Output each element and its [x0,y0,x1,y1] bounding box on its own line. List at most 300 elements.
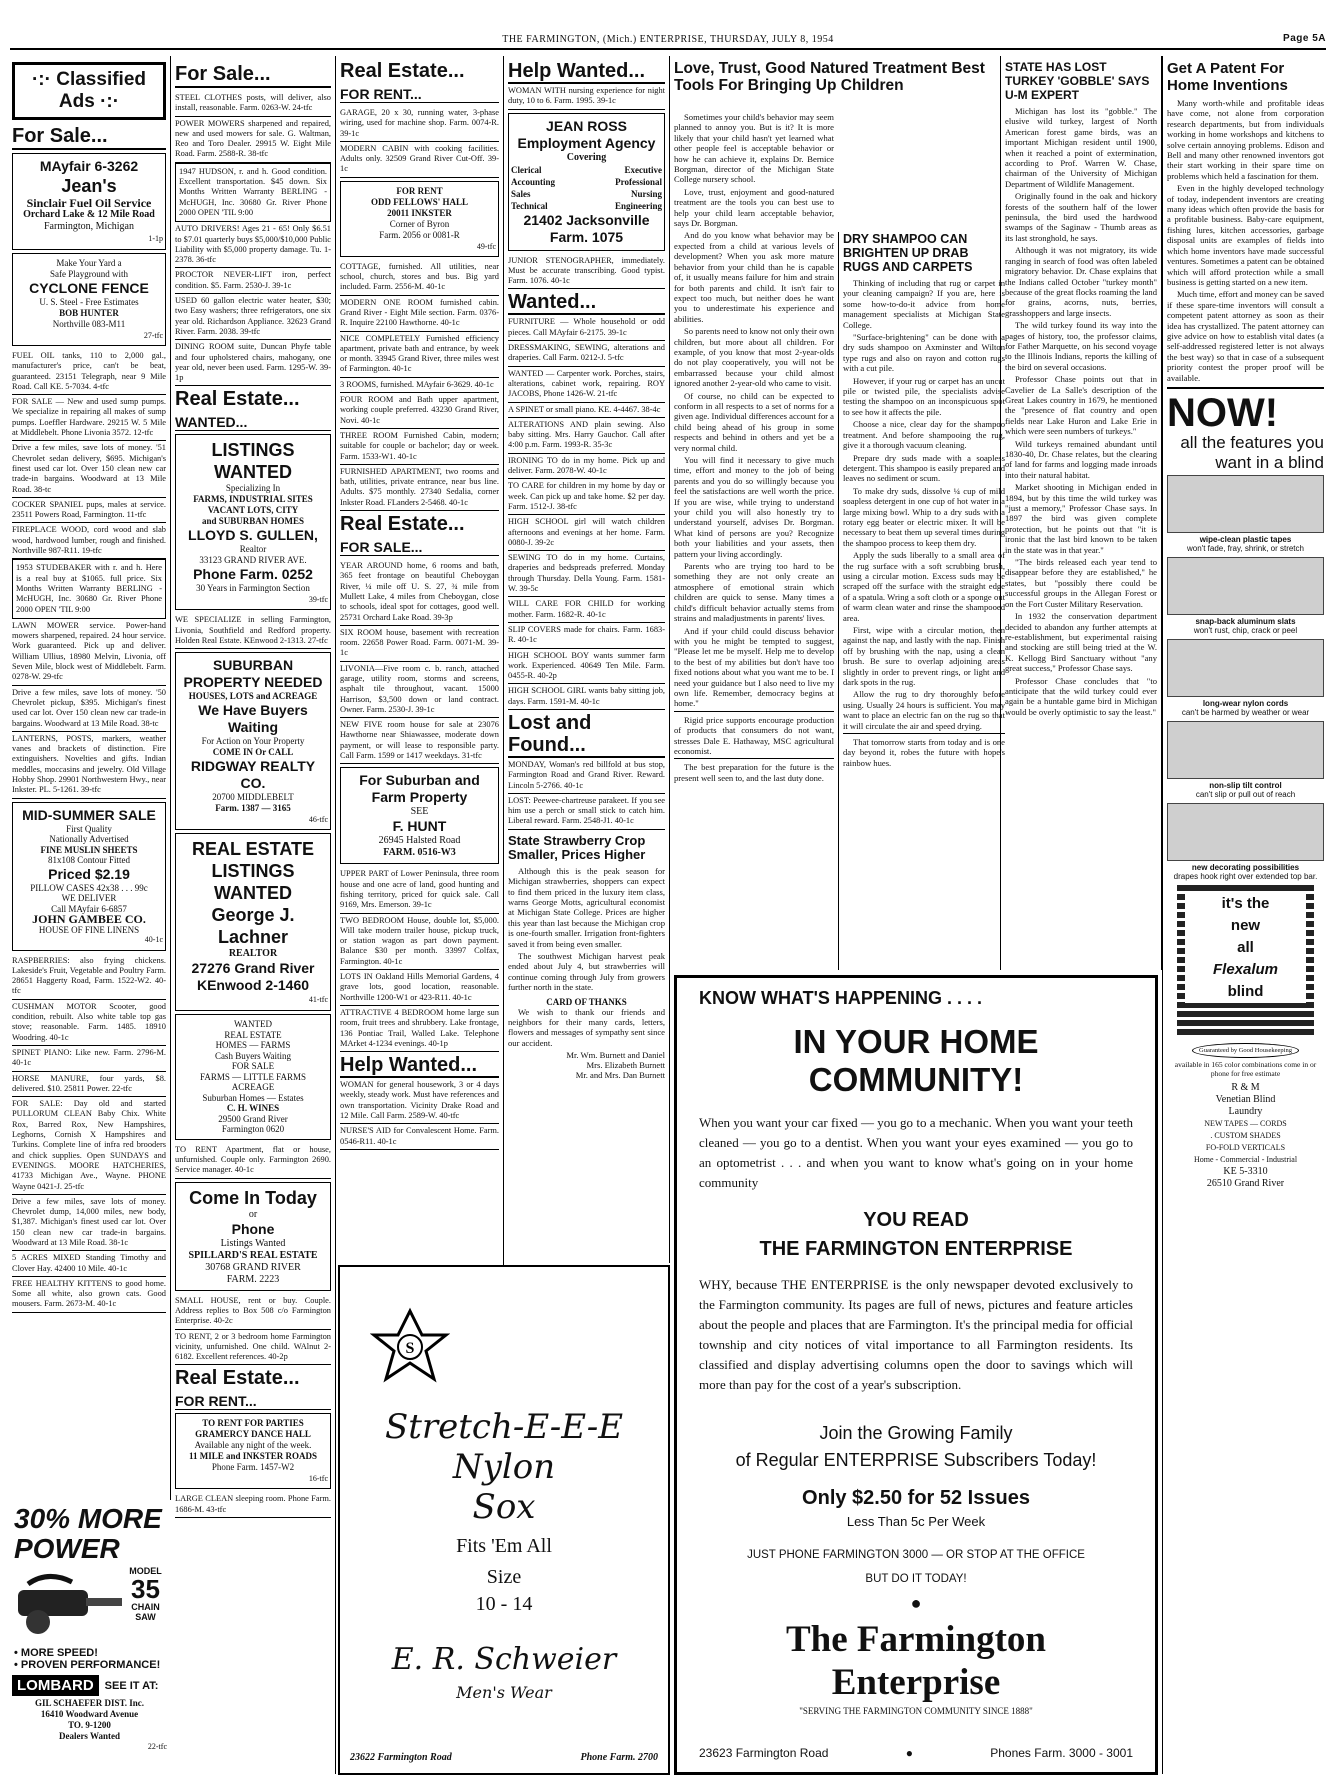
help-wanted-heading: Help Wanted... [508,60,665,84]
ad-gramercy-hall [175,1413,331,1489]
classified-ad: JUNIOR STENOGRAPHER, immediately. Must be accurate transcribing. Good typist. Farm. 1076. 40-1c [508,254,665,290]
hunt-l1: For Suburban and Farm Property [359,772,480,806]
thanks-name: Mr. Wm. Burnett and Daniel [566,1050,665,1061]
re-wanted-heading: Real Estate... [175,388,300,411]
lachner-l2: 27276 Grand River [191,960,315,977]
enterprise-join2: of Regular ENTERPRISE Subscribers Today! [735,1450,1097,1470]
schweier-phone: Phone Farm. 2700 [580,1752,658,1763]
turkey-paragraph: "The birds released each year tend to disappear before they are established," he states, but "possibly there could be successful groups in the Allegan Forest or on the Fort Custer Military Reservation. [1005,557,1157,609]
lost-found-heading: Lost and Found... [508,712,665,758]
caption-sub: can't be harmed by weather or wear [1181,707,1310,717]
blind-slat-illustration [1167,557,1324,615]
midsummer-l3: FINE MUSLIN SHEETS [40,844,138,855]
spillard-l2: Phone [231,1220,275,1237]
wanted-heading: Wanted... [508,291,665,315]
enterprise-addr: 23623 Farmington Road [699,1746,829,1760]
ad-jeans-sinclair [12,153,166,250]
maltese-cross-emblem-icon [370,1307,450,1387]
blind-words [1185,893,1306,1003]
classified-ad: LARGE CLEAN sleeping room. Phone Farm. 1686-M. 43-tfc [175,1492,331,1518]
lachner-title: REAL ESTATE LISTINGS WANTED [191,839,314,904]
dry-shampoo-paragraph: Apply the suds liberally to a small area of the rug surface with a soft scrubbing brush, using a circular motion. Excess suds may be scraped off the surface with the straight edge of a spatula. Wring a soft cloth or a sponge out of warm clean water and rinse the shampooed area. [843,550,1005,623]
jeans-name: Jean's [61,176,117,196]
midsummer-price: Priced $2.19 [48,865,130,882]
classified-ad: FURNITURE — Whole household or odd pieces. Call MAyfair 6-2175. 39-1c [508,315,665,341]
classified-ad: USED 60 gallon electric water heater, $30; two Easy washers; three refrigerators, one six year old. Richardson Appliance. 32623 Grand River. Farm. 2038. 39-tfc [175,294,331,340]
classified-ad: ALTERATIONS AND plain sewing. Also baby sitting. Mrs. Harry Gauchor. Call after 4:00 p.m. Farm. 1993-R. 35-3c [508,418,665,454]
classified-ad: LOTS IN Oakland Hills Memorial Gardens, 4 grave lots, good location, reasonable. Northville 1200-W1 or 423-R11. 40-1c [340,970,499,1006]
rigid-price-note: Rigid price supports encourage production of products that consumers do not want, stresses Dale E. Hathaway, MSC agricultural economist. [674,711,834,757]
ross-field: Nursing [630,188,662,199]
lombard-see: SEE IT AT: [104,1679,159,1692]
classified-ad: PROCTOR NEVER-LIFT iron, perfect condition. $5. Farm. 2530-J. 39-1c [175,268,331,294]
enterprise-name: The Farmington Enterprise [785,1619,1047,1703]
wines-l3: HOMES — FARMS [215,1040,291,1051]
wines-l10: Farmington 0620 [221,1124,285,1135]
schweier-line2: Nylon [452,1447,556,1487]
ridgway-l6: Farm. 1387 — 3165 [215,803,291,814]
strawberry-paragraph: Although this is the peak season for Michigan strawberries, shoppers can expect to find them priced in the luxury item class, warns George Motts, agricultural economist at Michigan State College. Prices are higher this year than last because the Michigan crop is one-fourth smaller. Irrigation front-fighters saved it from being even smaller. [508,865,665,949]
flexalum-blind-graphic [1177,885,1314,1035]
rm-l3: NEW TAPES — CORDS [1204,1118,1287,1128]
children-paragraph: You will find it necessary to give much time, effort and money to the job of being parents and you do so willingly because you feel the satisfactions are well worth the price. If you are wise, while trying to understand your child you will also honestly try to understand yourself, advises Dr. Borgman. What kind of persons are you? Recognize both your liabilities and your assets, then pattern your living accordingly. [674,455,834,559]
oddfellows-l3: 20011 INKSTER [387,207,452,218]
ross-field: Technical [511,200,548,211]
classified-ad: FIREPLACE WOOD, cord wood and slab wood, hardwood lumber, rough and finished. Northville 987-R11. 19-tfc [12,523,166,559]
lachner-l1: REALTOR [228,948,278,960]
midsummer-l5: PILLOW CASES 42x38 . . . 99c [30,882,148,893]
jeans-phone: MAyfair 6-3262 [39,158,139,174]
caption-sub: drapes hook right over extended top bar. [1173,871,1318,881]
classified-ad: 1947 HUDSON, r. and h. Good condition. Excellent transportation. $45 down. Six Months Written Warranty BERLING - McHUGH, Inc. 30680 Gr. River Phone 2000 OPEN 'TIL 9:00 [175,163,331,222]
blind-caption [1167,863,1324,881]
classified-ad: SLIP COVERS made for chairs. Farm. 1683-R. 40-1c [508,623,665,649]
ad-spillard [175,1182,331,1291]
strawberry-headline: State Strawberry Crop Smaller, Prices Higher [508,832,646,862]
lombard-model: MODEL [129,1566,162,1576]
rm-name: R & M [1231,1081,1260,1093]
turkey-paragraph: Originally found in the oak and hickory forests of the southern half of the lower peninsula, the bird used the hardwood swamps of the Saginaw - Thumb areas as its last stronghold, he says. [1005,191,1157,243]
dry-shampoo-paragraph: Thinking of including that rug or carpet in your cleaning campaign? If you are, here is some how-to-do-it advice from home management specialists at Michigan State College. [843,278,1005,330]
midsummer-title: MID-SUMMER SALE [22,806,156,823]
classified-ad: HORSE MANURE, four yards, $8. delivered. $10. 25811 Power. 22-tfc [12,1072,166,1098]
ad-schweier-nylon-sox [338,1265,670,1775]
cyclone-line3: U. S. Steel - Free Estimates [39,297,139,307]
lombard-brand-row [12,1675,171,1696]
strawberry-paragraph: The southwest Michigan harvest peak ended about July 4, but strawberries will continue coming through July from growers further north in the state. [508,951,665,993]
column-dry-shampoo [838,232,1005,970]
classified-ad: TWO BEDROOM House, double lot, $5,000. Will take modern trailer house, pickup truck, or station wagon as part down payment. Balance $30 per month. 33997 Colfax, Farmington. 40-1c [340,914,499,970]
ridgway-l2: We Have Buyers Waiting [198,702,308,736]
now-row [1167,390,1324,435]
blind-caption [1167,535,1324,553]
classified-ad: ATTRACTIVE 4 BEDROOM home large sun room, fruit trees and shrubbery. Lake frontage, 136 Pontiac Trail, Walled Lake. Telephone MArket 4-1234 evenings. 40-1p [340,1006,499,1052]
enterprise-phone: JUST PHONE FARMINGTON 3000 — OR STOP AT THE OFFICE [747,1549,1085,1561]
classified-ad: THREE ROOM Furnished Cabin, modern; suitable for couple or bachelor; day or week. Farm. 1533-W1. 40-1c [340,429,499,465]
hunt-l4: FARM. 0516-W3 [383,847,456,859]
classified-ad: FOR SALE: Day old and started PULLORUM CLEAN Baby Chix. White Rox, Barred Rox, New Hampshires, Leghorns, Cornish X Hampshires and Turkins. Complete line of infra red brooders and chick supplies. Open SUNDAYS and EVENINGS. MOORE HATCHERIES, 41733 Michigan Ave., Wayne. PHONE Wayne 0421-J. 25-tfc [12,1097,166,1195]
blind-decor-illustration [1167,803,1324,861]
wines-l2: REAL ESTATE [224,1029,282,1040]
ad-jean-ross-agency [508,113,665,251]
children-paragraph: Of course, no child can be expected to conform in all respects to a set of norms for a given age. Individual differences account for a child being ahead of his group in some respects and behind in others and yet be a very normal child. [674,390,834,453]
for-sale-heading-2: For Sale... [175,62,331,88]
schweier-line3: Sox [472,1487,536,1527]
enterprise-footer [699,1746,1133,1760]
ridgway-title: SUBURBAN PROPERTY NEEDED [183,657,323,691]
enterprise-slogan: "SERVING THE FARMINGTON COMMUNITY SINCE 1888" [799,1706,1033,1716]
blind-word: new [1230,916,1261,934]
caption-title: snap-back aluminum slats [1195,616,1296,626]
cyclone-name: CYCLONE FENCE [29,280,149,296]
ross-field: Executive [624,164,662,175]
ross-fields-left [511,164,555,212]
grange-l5: Phone Farm. 1457-W2 [211,1462,295,1473]
turkey-paragraph: The wild turkey found its way into the pages of history, too, the professor claims, for Father Marquette, on his second voyage to the Illinois Indians, reports the killing of the bird on several occasions. [1005,320,1157,372]
jeans-city: Farmington, Michigan [44,221,134,232]
ad-hunt [340,767,499,864]
blind-word: all [1237,938,1254,956]
rm-l5: FO-FOLD VERTICALS [1205,1142,1286,1152]
schweier-line6: 10 - 14 [475,1593,533,1615]
help-wanted-heading-3: Help Wanted... [340,1054,499,1078]
rm-l6: Home - Commercial - Industrial [1193,1154,1298,1164]
midsummer-l2: Nationally Advertised [49,834,129,845]
now-rest: all the features you want in a blind [1180,432,1324,472]
oddfellows-tag: 49-tfc [476,241,496,251]
blind-tilt-illustration [1167,721,1324,779]
blind-caption [1167,617,1324,635]
classified-ad: Drive a few miles, save lots of money. '50 Chevrolet pickup, $395. Michigan's finest used car lot. Over 150 clean new car trade-in bargains. Woodward at 13 Mile Road. 38-tc [12,686,166,732]
dry-shampoo-paragraph: To make dry suds, dissolve ¼ cup of mild soapless detergent in one cup of hot water in a large mixing bowl. Whip to a dry suds with a rotary egg beater or electric mixer. It will be necessary to beat them up several times during the shampoo process to keep them dry. [843,485,1005,548]
turkey-paragraph: In 1932 the conservation department decided to abandon any further attempts at re-establishment, but experimental raising and stocking are still being tried at the W. K. Kellogg Bird Sanctuary without "any great success," Professor Chase says. [1005,611,1157,674]
thanks-name: Mr. and Mrs. Dan Burnett [575,1070,665,1081]
ad-ridgway [175,652,331,830]
cyclone-line5: Northville 083-M11 [52,319,126,329]
re-rent-sub-2: FOR RENT... [175,1393,331,1410]
spillard-title: Come In Today [189,1187,317,1208]
blind-word: Flexalum [1212,960,1279,978]
dry-shampoo-paragraph: However, if your rug or carpet has an uncut pile or twisted pile, the specialists advise testing the shampoo on an inconspicuous spot to see how it affects the pile. [843,375,1005,417]
children-paragraph: Sometimes your child's behavior may seem planned to annoy you. But is it? It is more likely that your child hasn't yet learned what other people feel is acceptable behavior or how he can achieve it, explains Dr. Bernice Borgman, director of the Michigan State College nursery school. [674,112,834,185]
ross-phone: Farm. 1075 [549,228,624,245]
thanks-name: Mrs. Elizabeth Burnett [586,1060,665,1071]
column-turkey-article [1000,56,1162,970]
classified-ad: WOMAN WITH nursing experience for night duty, 10 to 6. Farm. 1995. 39-1c [508,84,665,110]
spillard-l4: 30768 GRAND RIVER [205,1261,301,1273]
cyclone-tag: 27-tfc [143,331,163,340]
gullen-l7: 30 Years in Farmington Section [196,583,310,594]
wines-l5: FOR SALE [231,1061,275,1072]
classified-ad: DINING ROOM suite, Duncan Phyfe table and four upholstered chairs, mahogany, one year old, never been used. Farm. 1295-W. 39-1p [175,340,331,386]
children-headline: Love, Trust, Good Natured Treatment Best Tools For Bringing Up Children [674,60,985,94]
dry-shampoo-paragraph: Allow the rug to dry thoroughly before using. Usually 24 hours is sufficient. You may want to place an electric fan on the rug so that it will circulate the air and speed drying. [843,689,1005,731]
wines-name: C. H. WINES [226,1103,280,1114]
spillard-l5: FARM. 2223 [226,1273,280,1285]
grange-l2: GRAMERCY DANCE HALL [195,1429,311,1440]
ross-addr: 21402 Jacksonville [523,211,650,228]
column-classified-4 [504,56,670,1263]
wines-l9: 29500 Grand River [218,1113,288,1124]
grange-tag: 16-tfc [308,1474,328,1484]
classified-ad: FOUR ROOM and Bath upper apartment, working couple preferred. 43230 Grand River, Novi. 40-1c [340,393,499,429]
gullen-title: LISTINGS WANTED [211,440,295,483]
dry-shampoo-paragraph: Choose a nice, clear day for the shampoo treatment. And before shampooing the rug, give it a thorough vacuum cleaning. [843,419,1005,451]
for-sale-heading: For Sale... [12,124,166,150]
lachner-name: George J. Lachner [211,905,295,948]
classified-ad: RASPBERRIES: also frying chickens. Lakeside's Fruit, Vegetable and Poultry Farm. 28651 Haggerty Road, Farm. 1522-W2. 40-tfc [12,954,166,1000]
blind-word: blind [1227,982,1264,1000]
classified-ad: GARAGE, 20 x 30, running water, 3-phase wiring, used for machine shop. Farm. 0074-R. 39-1c [340,106,499,142]
ross-cov: Covering [566,151,607,163]
enterprise-p1: When you want your car fixed — you go to a mechanic. When you want your teeth cleaned — you go to a dentist. When you want your eyes examined — you go to an optometrist . . . and when you want to know what's going on in your home community [699,1115,1133,1190]
lombard-proven: • PROVEN PERFORMANCE! [14,1659,161,1671]
ad-odd-fellows-hall [340,181,499,257]
now-word: NOW! [1167,390,1279,435]
rm-laundry-ad [1167,1082,1324,1190]
masthead [10,32,1326,50]
card-of-thanks-names [508,1050,665,1080]
midsummer-l7: Call MAyfair 6-6857 [51,903,127,914]
jeans-sub: Sinclair Fuel Oil Service [26,196,152,210]
spillard-name: SPILLARD'S REAL ESTATE [188,1249,318,1261]
wines-l8: Suburban Homes — Estates [202,1092,304,1103]
lombard-dist: GIL SCHAEFER DIST. Inc. [34,1698,145,1708]
ross-field: Sales [511,188,531,199]
classified-ad: COCKER SPANIEL pups, males at service. 23511 Powers Road, Farmington. 11-tfc [12,498,166,524]
ross-field: Accounting [511,176,556,187]
ad-lachner [175,833,331,1011]
caption-title: non-slip tilt control [1209,780,1282,790]
classified-ad: YEAR AROUND home, 6 rooms and bath, 365 feet frontage on beautiful Cheboygan River, ¼ mile off U. S. 27, ¾ mile from Mullett Lake, 4 miles from Cheboygan, close to schools, ideal spot for cottages, good well. 25731 Orchard Lake Road. 39-3p [340,559,499,626]
re-sale-heading: Real Estate... [340,513,465,536]
turkey-headline: STATE HAS LOST TURKEY 'GOBBLE' SAYS U-M EXPERT [1005,60,1150,102]
classified-ad: LIVONIA—Five room c. b. ranch, attached garage, utility room, storms and screens, asphalt tile throughout, vacant. 15000 Harrison, $3,500 down or land contract. Owner. Farm. 2530-J. 39-1c [340,662,499,718]
blind-cord-illustration [1167,639,1324,697]
classified-ad: POWER MOWERS sharpened and repaired, new and used mowers for sale. G. Waltman, Reo and Toro Dealer. 29915 W. Eight Mile Road. Farm. 2588-R. 38-tfc [175,117,331,163]
enterprise-h4: THE FARMINGTON ENTERPRISE [759,1238,1073,1260]
ridgway-l1: HOUSES, LOTS and ACREAGE [188,691,318,702]
ridgway-l5: 20700 MIDDLEBELT [212,792,294,803]
ross-field: Clerical [511,164,542,175]
ridgway-l4: COME IN Or CALL [212,747,294,758]
gullen-l2: FARMS, INDUSTRIAL SITES [193,494,313,505]
grange-l4: 11 MILE and INKSTER ROADS [188,1451,318,1462]
ad-gullen [175,434,331,610]
jeans-tag: 1-1p [148,234,163,243]
gullen-l6: 33123 GRAND RIVER AVE. [199,555,307,566]
turkey-paragraph: Wild turkeys remained abundant until 1830-40, Dr. Chase relates, but the clearing of land for farms and logging made inroads into their natural habitat. [1005,438,1157,480]
lombard-to: TO. 9-1200 [68,1720,111,1730]
grange-l1: TO RENT FOR PARTIES [202,1418,304,1429]
cyclone-line1: Make Your Yard a [56,258,122,268]
blind-tape-illustration [1167,475,1324,533]
gullen-l5: Realtor [239,544,267,555]
classified-ad: SMALL HOUSE, rent or buy. Couple. Address replies to Box 508 c/o Farmington Enterprise. 40-2c [175,1294,331,1330]
schweier-line5: Size [486,1566,522,1588]
classified-ad: WILL CARE FOR CHILD for working mother. Farm. 1682-R. 40-1c [508,597,665,623]
bullet-dot-icon: ● [910,1593,922,1613]
schweier-sub: Men's Wear [456,1683,552,1702]
turkey-paragraph: Professor Chase points out that in Cavelier de La Salle's description of the Great Lakes country in 1679, he mentioned the "presence of flat country and open fields near Lake Huron and Lake Erie in which were seen numbers of turkeys." [1005,374,1157,437]
classified-ad: WOMAN for general housework, 3 or 4 days weekly, steady work. Must have references and own transportation. Vicinity Drake Road and 12 Mile. Call Farm. 2589-W. 40-tfc [340,1078,499,1124]
masthead-title: THE FARMINGTON, (Mich.) ENTERPRISE, THURSDAY, JULY 8, 1954 [502,34,834,45]
guarantee-text: Guaranteed by Good Housekeeping [1192,1043,1299,1058]
gullen-l4: and SUBURBAN HOMES [201,516,305,527]
classified-ad: FOR SALE — New and used sump pumps. We specialize in repairing all makes of sump pumps. Loeffler Hardware. 29215 W. 5 Mile at Middlebelt. Phone Livonia 3572. 12-tfc [12,395,166,441]
turkey-paragraph: Although it was not migratory, its wide ranging in search of food was often labeled migratory behavior. Dr. Chase explains that the Indians called October "turkey month" because of the great flocks roaming the land for grains, acorns, nuts, berries, grasshoppers and large insects. [1005,245,1158,318]
ad-wines [175,1014,331,1140]
hunt-l3: 26945 Halsted Road [378,835,461,847]
cyclone-line2: Safe Playground with [50,269,128,279]
midsummer-l6: WE DELIVER [61,893,117,904]
enterprise-less: Less Than 5c Per Week [846,1514,986,1529]
classified-ad: WE SPECIALIZE in selling Farmington, Livonia, Southfield and Redford property. Holden Real Estate. KEnwood 2-1313. 27-tfc [175,613,331,649]
classified-ad: COTTAGE, furnished. All utilities, near school, church, stores and bus. Big yard included. Farm. 2556-M. 40-1c [340,260,499,296]
patent-headline: Get A Patent For Home Inventions [1167,60,1288,94]
lombard-dealers: Dealers Wanted [58,1731,121,1741]
lachner-l3: KEnwood 2-1460 [196,977,310,994]
patent-paragraph: Even in the highly developed technology of today, independent inventors are creating many ideas which often provide the basis for a profitable business. Baby-care equipment, fishing lures, kitchen accessories, garbage disposal units are examples of fields into which home inventors have made successful ventures. Sometimes a patent can be obtained which will afford protection while a small business is getting started on a new item. [1167,183,1324,287]
classified-ad: 3 ROOMS, furnished. MAyfair 6-3629. 40-1c [340,378,499,393]
classified-ad: SPINET PIANO: Like new. Farm. 2796-M. 40-1c [12,1046,166,1072]
ridgway-name: RIDGWAY REALTY CO. [190,758,316,792]
re-rent-sub: FOR RENT... [340,86,499,103]
gullen-l1: Specializing In [225,483,281,494]
children-article-body [674,112,834,970]
gullen-name: LLOYD S. GULLEN, [188,527,318,544]
schweier-addr: 23622 Farmington Road [350,1752,452,1763]
lombard-power: 30% MORE POWER [14,1503,162,1564]
classified-ad: LANTERNS, POSTS, markers, weather vanes and brackets of distinction. Fire extinguishers. Novelties and gifts. Indian meddles, moccasins and jewelry. Old Village Hobby Shop. 29901 Northwestern Hwy., near Inkster. PL. 5-1261. 39-tfc [12,732,166,799]
gullen-l3: VACANT LOTS, CITY [207,505,299,516]
classified-ad: HIGH SCHOOL girl will watch children afternoons and evenings at her home. Farm. 0080-J. 39-2c [508,515,665,551]
classified-ad: UPPER PART of Lower Peninsula, three room house and one acre of land, good hunting and fishing territory, priced for quick sale. Call 9169, Mrs. Emerson. 39-1c [340,867,499,913]
classified-ad: TO RENT, 2 or 3 bedroom home Farmington vicinity, unfurnished. One child. WAlnut 2-6182. Excellent references. 40-2p [175,1330,331,1366]
schweier-footer [350,1752,658,1763]
classified-ad: 5 ACRES MIXED Standing Timothy and Clover Hay. 42400 10 Mile. 40-1c [12,1251,166,1277]
midsummer-l8: HOUSE OF FINE LINENS [38,924,140,935]
classified-ad: FREE HEALTHY KITTENS to good home. Some all white, also grown cats. Good mousers. Farm. 2673-M. 40-1c [12,1277,166,1313]
card-of-thanks-text: We wish to thank our friends and neighbors for their many cards, letters, flowers and messages of sympathy sent since our accident. [508,1006,665,1048]
classified-ad: AUTO DRIVERS! Ages 21 - 65! Only $6.51 to $7.01 quarterly buys $5,000/$10,000 Public Liability with $5,000 property damage. Tu. 1-2378. 36-tfc [175,222,331,268]
ridgway-tag: 46-tfc [308,815,328,825]
children-paragraph: Love, trust, enjoyment and good-natured treatment are the tools you can best use to help your child learn acceptable behavior, says Dr. Borgman. [674,186,834,229]
enterprise-price: Only $2.50 for 52 Issues [802,1487,1030,1509]
children-paragraph: So parents need to know not only their own children, but more about all children. For example, of you know that most 2-year-olds do not play cooperatively, you will not be embarrassed because your child almost ignored another 2-year-old who came to visit. [674,326,834,389]
children-paragraph: And if your child could discuss behavior with you he might be tempted to suggest, "Please let me be myself. Help me to develop to the best of my abilities but don't have too fixed notions about what you want me to be. I need your guidance but I also need to live my own life. Remember, democracy begins at home." [674,625,834,709]
ad-midsummer-sale [12,802,166,951]
rm-addr: 26510 Grand River [1206,1177,1285,1189]
classified-ad: Drive a few miles, save lots of money. Chevrolet dump, 14,000 miles, new body, $1,387. Michigan's finest used car lot. Over 150 clean new car trade-in bargains. Woodward at 13 Mile Road. 38-1c [12,1195,166,1251]
blind-caption [1167,699,1324,717]
lachner-tag: 41-tfc [308,995,328,1005]
classified-ad: LAWN MOWER service. Power-hand mowers sharpened, repaired. 24 hour service. Work guaranteed. Pick up and deliver. William Ullius, 18980 Melvin, Livonia, off Seven Mile, block west of Middlebelt. Farm. 0278-W. 29-tfc [12,619,166,686]
re-rent-heading-2: Real Estate... [175,1367,300,1390]
enterprise-h2: IN YOUR HOME COMMUNITY! [793,1023,1039,1098]
re-wanted-sub: WANTED... [175,414,331,431]
hunt-name: F. HUNT [392,818,447,835]
rm-phone: KE 5-3310 [1223,1165,1268,1177]
jeans-addr: Orchard Lake & 12 Mile Road [23,209,155,220]
column-patent-article [1162,56,1328,1774]
enterprise-p2: WHY, because THE ENTERPRISE is the only newspaper devoted exclusively to the Farmington community. Its pages are full of news, pictures and feature articles about the people and places that are Farmington. It's the principal media for official township and city notices of vital importance to all Farmington residents. Its classified and display advertising columns open the door to savings which will more than pay for the cost of a year's subscription. [699,1277,1133,1392]
ross-fields-right [615,164,662,212]
classified-ad: 1953 STUDEBAKER with r. and h. Here is a real buy at $1065. full price. Six Months Written Warranty BERLING - McHUGH, Inc. 30680 Gr. River Phone 2000 OPEN 'TIL 9:00 [12,559,166,618]
dry-shampoo-headline: DRY SHAMPOO CAN BRIGHTEN UP DRAB RUGS AND CARPETS [843,232,973,274]
oddfellows-l2: ODD FELLOWS' HALL [370,196,469,207]
lombard-dealer [8,1698,171,1742]
classified-ad: CUSHMAN MOTOR Scooter, good condition, rebuilt. Also white table top gas stove; reasonable. Farm. 1485. 18910 Woodring. 40-1c [12,1000,166,1046]
flexalum-ad [1167,387,1324,1190]
midsummer-name: JOHN GAMBEE CO. [32,912,146,927]
classified-ad: NICE COMPLETELY Furnished efficiency apartment, private bath and entrance, by week or month. 33945 Grand River, three miles west of Farmington. 40-1c [340,332,499,378]
schweier-name: E. R. Schweier [391,1642,617,1677]
classified-ad: STEEL CLOTHES posts, will deliver, also install, reasonable. Farm. 0263-W. 24-tfc [175,91,331,117]
card-of-thanks-title: CARD OF THANKS [546,996,627,1007]
ross-sub: Employment Agency [517,134,656,151]
classified-ad: FURNISHED APARTMENT, two rooms and bath, utilities, private entrance, near bus line. Adults. $75 monthly. 27340 Sedalia, corner Inkster Road. FLanders 2-5468. 40-1c [340,465,499,511]
classified-ad: A SPINET or small piano. KE. 4-4467. 38-4c [508,403,665,418]
enterprise-h3: YOU READ [863,1209,969,1231]
classified-ad: FUEL OIL tanks, 110 to 2,000 gal., manufacturer's price, can't be beat, guaranteed. 23151 Telegraph, near 9 Mile Road. Call KE. 5-7034. 4-tfc [12,349,166,395]
classified-ad: MODERN ONE ROOM furnished cabin. Grand River - Eight Mile section. Farm. 0376-R. Inquire 22100 Hawthorne. 40-1c [340,296,499,332]
lombard-addr: 16410 Woodward Avenue [40,1709,139,1719]
classified-ad: NURSE'S AID for Convalescent Home. Farm. 0546-R11. 40-1c [340,1124,499,1150]
rm-l2: Laundry [1228,1105,1263,1117]
classified-ad: NEW FIVE room house for sale at 23076 Hawthorne near Shiawassee, moderate down payment, or will lease to responsible party. Call Farm. 1599 or 1417 weekdays. 31-tfc [340,718,499,764]
classified-ad: HIGH SCHOOL BOY wants summer farm work. Experienced. 40649 Ten Mile. Farm. 0455-R. 40-2p [508,649,665,685]
lombard-brand: LOMBARD [12,1675,99,1696]
patent-paragraph: Many worth-while and profitable ideas have come, not alone from corporation research departments, but from individuals working in home workshops and kitchens to solve certain annoying problems. Edison and Bell and many other renowned inventors got their start working in their spare time on problems which held a fascination for them. [1167,98,1324,181]
enterprise-doit: BUT DO IT TODAY! [865,1573,967,1585]
midsummer-l1: First Quality [66,823,112,834]
enterprise-h1: KNOW WHAT'S HAPPENING . . . . [699,988,982,1008]
children-paragraph: And do you know what behavior may be expected from a child at various levels of development? When you ask more mature behavior from your child than he is capable of, it usually means failure for him and strain for both parents and child. It isn't fair to expect too much, but neither does he want you to underestimate his experience and abilities. [674,230,834,324]
color-combinations: available in 165 color combinations come in or phone for free estimate [1174,1059,1317,1078]
ross-name: JEAN ROSS [546,117,627,134]
enterprise-phones: Phones Farm. 3000 - 3001 [990,1746,1133,1760]
blind-word: it's the [1221,894,1270,912]
gullen-phone: Phone Farm. 0252 [193,566,313,583]
ross-field: Engineering [614,200,662,211]
classified-ad: TO CARE for children in my home by day or week. Can pick up and take home. $2 per day. Farm. 1512-J. 38-tfc [508,479,665,515]
spillard-l3: Listings Wanted [220,1237,286,1249]
caption-sub: won't rust, chip, crack or peel [1193,625,1298,635]
caption-sub: can't slip or pull out of reach [1195,789,1296,799]
lombard-tag: 22-tfc [147,1742,167,1751]
schweier-line4: Fits 'Em All [456,1535,552,1557]
classified-ad: TO RENT Apartment, flat or house, unfurnished. Couple only. Farmington 2690. Service manager. 40-1c [175,1143,331,1179]
children-paragraph: Parents who are trying too hard to be something they are not only create an atmosphere of emotional strain which children are quick to sense. Many times a child's difficult behavior actually stems from strains and maladjustments in parents' lives. [674,561,834,624]
bullet-dot-icon: ● [905,1746,913,1760]
ridgway-l3: For Action on Your Property [201,736,305,747]
lombard-more: • MORE SPEED! [14,1647,98,1659]
dry-shampoo-paragraph: "Surface-brightening" can be done with a dry suds shampoo on Axminster and Wilton type rugs and also on rayon and cotton rugs with a cut pile. [843,332,1005,374]
wines-l4: Cash Buyers Waiting [214,1050,292,1061]
classified-ad: SEWING TO do in my home. Curtains, draperies and bedspreads preferred. Monday through Thursday. Della Young. Farm. 1581-W. 39-5c [508,551,665,597]
caption-title: long-wear nylon cords [1202,698,1289,708]
re-rent-heading: Real Estate... [340,60,465,82]
midsummer-tag: 40-1c [144,935,163,945]
ad-lombard-chainsaw [8,1500,171,1775]
wines-l6: FARMS — LITTLE FARMS [200,1071,306,1082]
patent-paragraph: Much time, effort and money can be saved if these spare-time inventors will consult a competent patent attorney as soon as their idea has crystallized. The patent attorney can give advice on how to establish vital dates (a self-addressed registered letter is not always the best way) so that in case of a subsequent priority contest the proper proof will be available. [1167,289,1324,383]
caption-title: wipe-clean plastic tapes [1199,534,1292,544]
page-number: Page 5A [1283,33,1326,44]
classified-ad: MODERN CABIN with cooking facilities. Adults only. 32509 Grand River Cut-Off. 39-1c [340,142,499,178]
re-sale-sub: FOR SALE... [340,539,499,556]
